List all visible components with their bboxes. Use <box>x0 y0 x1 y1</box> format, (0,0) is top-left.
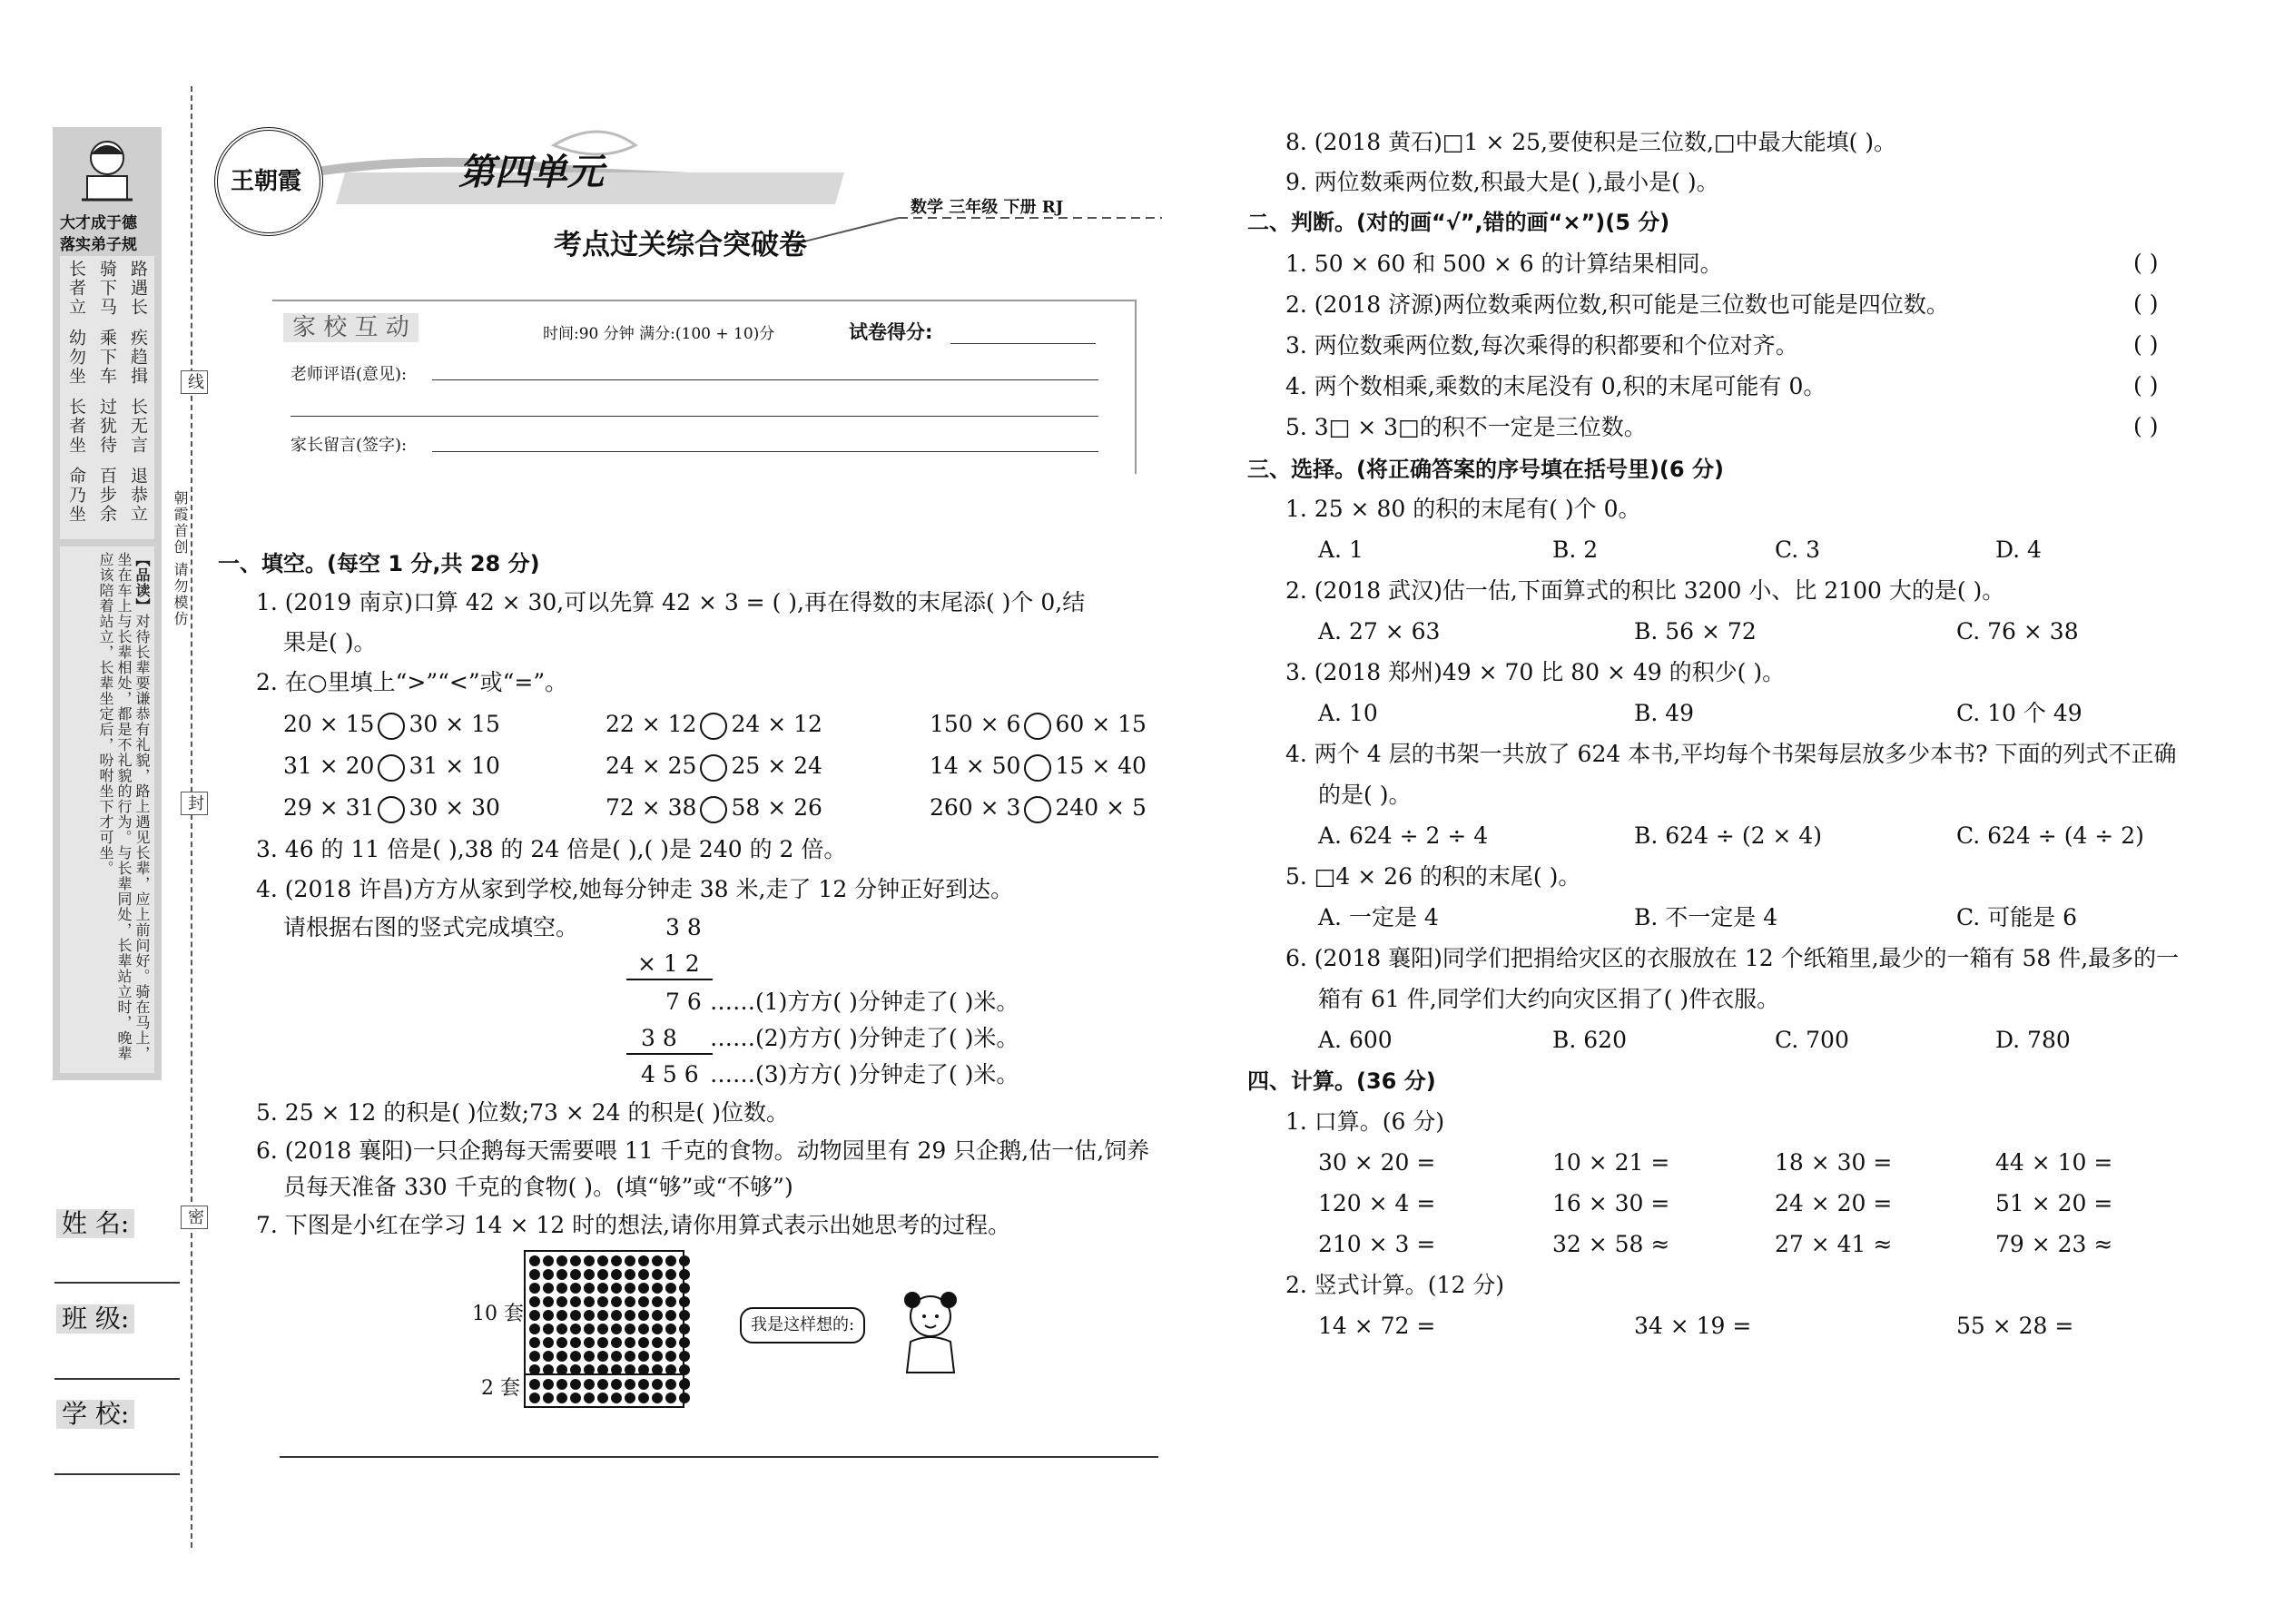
dot <box>638 1310 649 1321</box>
dot <box>529 1379 540 1390</box>
vertical-38: 3 8 <box>665 914 702 940</box>
choice-option[interactable]: A. 一定是 4 <box>1318 904 1439 930</box>
compare-item: 150 × 6 60 × 15 <box>930 710 1147 740</box>
choice-option[interactable]: B. 56 × 72 <box>1634 618 1757 645</box>
dot <box>529 1296 540 1307</box>
exam-subtitle: 考点过关综合突破卷 <box>554 229 807 261</box>
dot <box>638 1393 649 1403</box>
choice-option[interactable]: D. 4 <box>1995 536 2042 563</box>
dot <box>584 1379 595 1390</box>
dot <box>625 1379 635 1390</box>
q3-text: 3. 46 的 11 倍是( ),38 的 24 倍是( ),( )是 240 的 2 倍。 <box>256 836 847 862</box>
dot <box>638 1324 649 1334</box>
dot <box>679 1324 690 1334</box>
dot <box>597 1324 608 1334</box>
teacher-comment-label: 老师评语(意见): <box>290 365 408 384</box>
teacher-comment-field[interactable] <box>432 379 1098 380</box>
vertical-calc-heading: 2. 竖式计算。(12 分) <box>1285 1272 1505 1298</box>
judge-answer-box[interactable]: ( ) <box>2133 250 2159 276</box>
dot <box>625 1255 635 1266</box>
q8-text: 8. (2018 黄石)□1 × 25,要使积是三位数,□中最大能填( )。 <box>1285 129 1897 155</box>
compare-item: 260 × 3 240 × 5 <box>930 793 1147 823</box>
poem-col: 长者坐 <box>66 398 86 455</box>
dot <box>529 1337 540 1348</box>
dot <box>679 1351 690 1362</box>
compare-circle[interactable] <box>1024 754 1051 782</box>
dot <box>638 1379 649 1390</box>
oral-item: 120 × 4 = <box>1318 1190 1436 1216</box>
oral-item: 18 × 30 = <box>1775 1149 1893 1176</box>
poem-col: 长无言 <box>128 398 148 455</box>
dot <box>597 1310 608 1321</box>
dot <box>665 1337 676 1348</box>
pindu-box <box>60 546 154 1073</box>
poem-col: 骑下马 <box>97 260 117 317</box>
dot <box>652 1296 663 1307</box>
compare-circle[interactable] <box>700 713 727 740</box>
choice-q4-cont: 的是( )。 <box>1318 782 1412 808</box>
dot <box>543 1283 554 1294</box>
dot <box>570 1351 581 1362</box>
compare-circle[interactable] <box>700 754 727 782</box>
dot <box>597 1351 608 1362</box>
parent-comment-label: 家长留言(签字): <box>290 436 408 455</box>
dot <box>543 1255 554 1266</box>
dot <box>597 1337 608 1348</box>
dot <box>611 1324 622 1334</box>
choice-option[interactable]: B. 49 <box>1634 700 1695 726</box>
dot <box>625 1283 635 1294</box>
score-field[interactable] <box>950 343 1096 344</box>
dot <box>638 1283 649 1294</box>
compare-item: 29 × 31 30 × 30 <box>283 793 500 823</box>
oral-item: 79 × 23 ≈ <box>1995 1231 2113 1257</box>
home-school-label: 家 校 互 动 <box>283 313 418 342</box>
oral-item: 32 × 58 ≈ <box>1552 1231 1670 1257</box>
dot <box>584 1310 595 1321</box>
choice-option[interactable]: C. 可能是 6 <box>1956 904 2077 930</box>
dot <box>584 1296 595 1307</box>
poem-col: 过犹待 <box>97 398 117 455</box>
dot <box>638 1351 649 1362</box>
sidebar-panel <box>53 127 162 1080</box>
dot <box>597 1296 608 1307</box>
dot <box>529 1351 540 1362</box>
dot <box>665 1255 676 1266</box>
judge-item: 2. (2018 济源)两位数乘两位数,积可能是三位数也可能是四位数。 <box>1285 291 1949 318</box>
dot <box>543 1269 554 1280</box>
dot <box>611 1337 622 1348</box>
judge-answer-box[interactable]: ( ) <box>2133 290 2159 317</box>
dot <box>556 1379 567 1390</box>
dot <box>584 1255 595 1266</box>
dot <box>652 1379 663 1390</box>
time-info: 时间:90 分钟 满分:(100 + 10)分 <box>543 325 775 343</box>
vertical-x12: × 1 2 <box>637 950 700 977</box>
poem-col: 长者立 <box>66 260 86 317</box>
dot <box>556 1255 567 1266</box>
compare-item: 24 × 25 25 × 24 <box>605 752 822 782</box>
oral-calc-heading: 1. 口算。(6 分) <box>1285 1108 1445 1135</box>
cut-mark-seal: 封 <box>181 792 208 815</box>
vertical-38b: 3 8 <box>641 1025 677 1051</box>
dot <box>652 1337 663 1348</box>
dot <box>570 1324 581 1334</box>
choice-option[interactable]: C. 700 <box>1775 1027 1849 1053</box>
compare-item: 20 × 15 30 × 15 <box>283 710 500 740</box>
vertical-step-1: ……(1)方方( )分钟走了( )米。 <box>710 989 1019 1015</box>
score-label: 试卷得分: <box>849 321 933 343</box>
vertical-calc-item: 34 × 19 = <box>1634 1313 1752 1339</box>
logo-text: 王朝霞 <box>231 168 302 195</box>
judge-answer-box[interactable]: ( ) <box>2133 331 2159 358</box>
dot <box>611 1393 622 1403</box>
compare-circle[interactable] <box>1024 796 1051 823</box>
dot <box>556 1351 567 1362</box>
dot <box>665 1351 676 1362</box>
section4-title: 四、计算。(36 分) <box>1247 1068 1436 1094</box>
choice-option[interactable]: C. 3 <box>1775 536 1821 563</box>
dot <box>625 1269 635 1280</box>
cut-mark-secret: 密 <box>181 1206 208 1229</box>
dashed-fold-line <box>191 86 192 1548</box>
poem-col: 百步余 <box>97 467 117 524</box>
section1-title: 一、填空。(每空 1 分,共 28 分) <box>218 551 540 576</box>
dot <box>597 1269 608 1280</box>
choice-option[interactable]: C. 624 ÷ (4 ÷ 2) <box>1956 822 2144 849</box>
dot <box>625 1337 635 1348</box>
vertical-rule-2 <box>626 1053 713 1055</box>
compare-item: 31 × 20 31 × 10 <box>283 752 500 782</box>
dot <box>570 1255 581 1266</box>
choice-q1: 1. 25 × 80 的积的末尾有( )个 0。 <box>1285 496 1641 522</box>
compare-circle[interactable] <box>1024 713 1051 740</box>
dot <box>543 1310 554 1321</box>
dot <box>584 1283 595 1294</box>
section2-title: 二、判断。(对的画“√”,错的画“×”)(5 分) <box>1247 210 1670 235</box>
choice-option[interactable]: B. 不一定是 4 <box>1634 904 1778 930</box>
dot <box>679 1283 690 1294</box>
dot <box>584 1337 595 1348</box>
dot <box>570 1393 581 1403</box>
dot <box>652 1324 663 1334</box>
speech-bubble: 我是这样想的: <box>740 1307 865 1343</box>
dot <box>611 1310 622 1321</box>
dot-label-10: 10 套 <box>472 1303 524 1325</box>
oral-item: 27 × 41 ≈ <box>1775 1231 1893 1257</box>
dot <box>638 1296 649 1307</box>
dot <box>652 1393 663 1403</box>
dot <box>652 1351 663 1362</box>
q7-text: 7. 下图是小红在学习 14 × 12 时的想法,请你用算式表示出她思考的过程。 <box>256 1212 1011 1238</box>
dot <box>556 1337 567 1348</box>
q6-text: 6. (2018 襄阳)一只企鹅每天需要喂 11 千克的食物。动物园里有 29 只企鹅,估一估,饲养 <box>256 1137 1150 1164</box>
oral-item: 30 × 20 = <box>1318 1149 1436 1176</box>
girl-illustration <box>894 1289 967 1375</box>
poem-col: 退恭立 <box>128 467 148 524</box>
compare-circle[interactable] <box>700 796 727 823</box>
choice-option[interactable]: A. 10 <box>1318 700 1378 726</box>
vertical-76: 7 6 <box>665 989 702 1015</box>
q1-text: 1. (2019 南京)口算 42 × 30,可以先算 42 × 3 = ( ),再在得数的末尾添( )个 0,结 <box>256 589 1086 615</box>
dot <box>625 1296 635 1307</box>
q2-text: 2. 在○里填上“>”“<”或“=”。 <box>256 669 568 695</box>
choice-q5: 5. □4 × 26 的积的末尾( )。 <box>1285 863 1581 890</box>
dot <box>529 1324 540 1334</box>
dot <box>556 1324 567 1334</box>
dot <box>638 1255 649 1266</box>
choice-option[interactable]: B. 2 <box>1552 536 1599 563</box>
parent-comment-field[interactable] <box>432 451 1098 452</box>
poem-col: 疾趋揖 <box>128 329 148 386</box>
dot <box>652 1269 663 1280</box>
dot <box>625 1324 635 1334</box>
dot <box>543 1351 554 1362</box>
choice-option[interactable]: A. 27 × 63 <box>1318 618 1441 645</box>
dot <box>679 1310 690 1321</box>
vertical-rule <box>626 979 713 980</box>
slogan-top: 大才成于德 <box>60 214 137 232</box>
slogan-bottom: 落实弟子规 <box>60 236 137 254</box>
choice-q3: 3. (2018 郑州)49 × 70 比 80 × 49 的积少( )。 <box>1285 659 1786 685</box>
dot <box>584 1324 595 1334</box>
dot <box>597 1283 608 1294</box>
dot <box>679 1296 690 1307</box>
dot <box>543 1337 554 1348</box>
name-field[interactable] <box>54 1282 180 1284</box>
dot <box>556 1283 567 1294</box>
compare-circle[interactable] <box>378 713 405 740</box>
dot <box>570 1283 581 1294</box>
choice-q6: 6. (2018 襄阳)同学们把捐给灾区的衣服放在 12 个纸箱里,最少的一箱有 58 件,最多的一 <box>1285 945 2180 971</box>
dot <box>625 1351 635 1362</box>
q5-text: 5. 25 × 12 的积是( )位数;73 × 24 的积是( )位数。 <box>256 1099 789 1126</box>
q6-text-cont: 员每天准备 330 千克的食物( )。(填“够”或“不够”) <box>283 1174 793 1200</box>
dot <box>652 1310 663 1321</box>
subject-grade-meta: 数学 三年级 下册 RJ <box>911 198 1064 217</box>
unit-title: 第四单元 <box>458 152 604 193</box>
vertical-step-3: ……(3)方方( )分钟走了( )米。 <box>710 1061 1019 1088</box>
name-label: 姓 名: <box>56 1209 134 1238</box>
dot-grid-2-sets <box>524 1373 684 1408</box>
compare-item: 72 × 38 58 × 26 <box>605 793 822 823</box>
dot <box>652 1255 663 1266</box>
dot <box>529 1269 540 1280</box>
poem-col: 路遇长 <box>128 260 148 317</box>
dot <box>529 1283 540 1294</box>
dot <box>556 1296 567 1307</box>
dot <box>570 1379 581 1390</box>
dot <box>679 1379 690 1390</box>
choice-option[interactable]: A. 624 ÷ 2 ÷ 4 <box>1318 822 1489 849</box>
dot-grid-10-sets <box>524 1250 684 1384</box>
dot <box>665 1324 676 1334</box>
choice-q6-cont: 箱有 61 件,同学们大约向灾区捐了( )件衣服。 <box>1318 986 1780 1012</box>
dot <box>597 1255 608 1266</box>
choice-option[interactable]: A. 600 <box>1318 1027 1393 1053</box>
judge-answer-box[interactable]: ( ) <box>2133 413 2159 439</box>
dot <box>611 1296 622 1307</box>
dot <box>679 1337 690 1348</box>
dot <box>570 1269 581 1280</box>
judge-item: 3. 两位数乘两位数,每次乘得的积都要和个位对齐。 <box>1285 332 1798 359</box>
dot <box>665 1283 676 1294</box>
dot <box>625 1393 635 1403</box>
vertical-calc-item: 55 × 28 = <box>1956 1313 2074 1339</box>
choice-q4: 4. 两个 4 层的书架一共放了 624 本书,平均每个书架每层放多少本书? 下面的列式不正确 <box>1285 741 2177 767</box>
dot-label-2: 2 套 <box>481 1377 520 1400</box>
pindu-body: 对待长辈要谦恭有礼貌，路上遇见长辈，应上前问好。骑在马上，坐在车上与长辈相处，都是不礼貌的行为。与长辈同处，长辈站立时，晚辈应该陪着站立，长辈坐定后，吩咐坐下才可坐。 <box>97 552 151 1061</box>
poem-box <box>60 256 154 539</box>
choice-option[interactable]: C. 76 × 38 <box>1956 618 2079 645</box>
pindu-label: 【品读】 <box>133 552 151 614</box>
dot <box>584 1393 595 1403</box>
dot <box>543 1324 554 1334</box>
compare-circle[interactable] <box>378 754 405 782</box>
judge-item: 4. 两个数相乘,乘数的末尾没有 0,积的末尾可能有 0。 <box>1285 373 1826 399</box>
q4-text: 4. (2018 许昌)方方从家到学校,她每分钟走 38 米,走了 12 分钟正好到达。 <box>256 876 1014 902</box>
dot <box>597 1379 608 1390</box>
school-field[interactable] <box>54 1473 180 1475</box>
child-illustration <box>78 134 136 207</box>
dot <box>543 1379 554 1390</box>
dot <box>570 1337 581 1348</box>
judge-item: 1. 50 × 60 和 500 × 6 的计算结果相同。 <box>1285 251 1723 277</box>
dot <box>570 1310 581 1321</box>
copyright-notice: 朝霞首创 请勿模仿 <box>172 490 189 628</box>
oral-item: 51 × 20 = <box>1995 1190 2113 1216</box>
dot <box>611 1255 622 1266</box>
vertical-step-2: ……(2)方方( )分钟走了( )米。 <box>710 1025 1019 1051</box>
dot <box>597 1393 608 1403</box>
oral-item: 24 × 20 = <box>1775 1190 1893 1216</box>
dot <box>638 1269 649 1280</box>
dot <box>665 1379 676 1390</box>
dot <box>611 1283 622 1294</box>
choice-option[interactable]: B. 624 ÷ (2 × 4) <box>1634 822 1822 849</box>
judge-answer-box[interactable]: ( ) <box>2133 372 2159 399</box>
dot <box>665 1393 676 1403</box>
dot <box>665 1296 676 1307</box>
cut-mark-line: 线 <box>181 370 208 394</box>
dot <box>529 1310 540 1321</box>
dot <box>584 1269 595 1280</box>
choice-option[interactable]: A. 1 <box>1318 536 1364 563</box>
dot <box>638 1337 649 1348</box>
section3-title: 三、选择。(将正确答案的序号填在括号里)(6 分) <box>1247 457 1724 482</box>
dot <box>611 1351 622 1362</box>
pindu-text <box>96 552 151 1065</box>
school-label: 学 校: <box>56 1400 134 1429</box>
dot <box>679 1269 690 1280</box>
choice-option[interactable]: D. 780 <box>1995 1027 2071 1053</box>
vertical-calc-item: 14 × 72 = <box>1318 1313 1436 1339</box>
compare-circle[interactable] <box>378 796 405 823</box>
poem-col: 幼勿坐 <box>66 329 86 386</box>
dot <box>584 1351 595 1362</box>
oral-item: 210 × 3 = <box>1318 1231 1436 1257</box>
dot <box>556 1310 567 1321</box>
poem-col: 命乃坐 <box>66 467 86 524</box>
dot <box>679 1393 690 1403</box>
choice-option[interactable]: B. 620 <box>1552 1027 1627 1053</box>
compare-item: 22 × 12 24 × 12 <box>605 710 822 740</box>
teacher-comment-field-2[interactable] <box>290 416 1098 417</box>
dot <box>611 1379 622 1390</box>
dot <box>652 1283 663 1294</box>
vertical-456: 4 5 6 <box>641 1061 699 1088</box>
q4-text-cont: 请根据右图的竖式完成填空。 <box>283 914 579 940</box>
q1-text-cont: 果是( )。 <box>283 629 377 655</box>
brand-logo <box>214 127 323 236</box>
dot <box>529 1255 540 1266</box>
judge-item: 5. 3□ × 3□的积不一定是三位数。 <box>1285 414 1647 440</box>
dot <box>665 1269 676 1280</box>
oral-item: 44 × 10 = <box>1995 1149 2113 1176</box>
dot <box>625 1310 635 1321</box>
dot <box>570 1296 581 1307</box>
class-field[interactable] <box>54 1378 180 1380</box>
dot <box>556 1393 567 1403</box>
oral-item: 16 × 30 = <box>1552 1190 1670 1216</box>
dot <box>665 1310 676 1321</box>
answer-line[interactable] <box>280 1456 1158 1458</box>
dot <box>543 1393 554 1403</box>
choice-option[interactable]: C. 10 个 49 <box>1956 700 2082 726</box>
dot <box>611 1269 622 1280</box>
poem-col: 乘下车 <box>97 329 117 386</box>
compare-item: 14 × 50 15 × 40 <box>930 752 1147 782</box>
dot <box>679 1255 690 1266</box>
dot <box>529 1393 540 1403</box>
oral-item: 10 × 21 = <box>1552 1149 1670 1176</box>
q9-text: 9. 两位数乘两位数,积最大是( ),最小是( )。 <box>1285 169 1719 195</box>
dot <box>556 1269 567 1280</box>
dot <box>543 1296 554 1307</box>
choice-q2: 2. (2018 武汉)估一估,下面算式的积比 3200 小、比 2100 大的是( )。 <box>1285 577 2005 604</box>
class-label: 班 级: <box>56 1304 134 1334</box>
